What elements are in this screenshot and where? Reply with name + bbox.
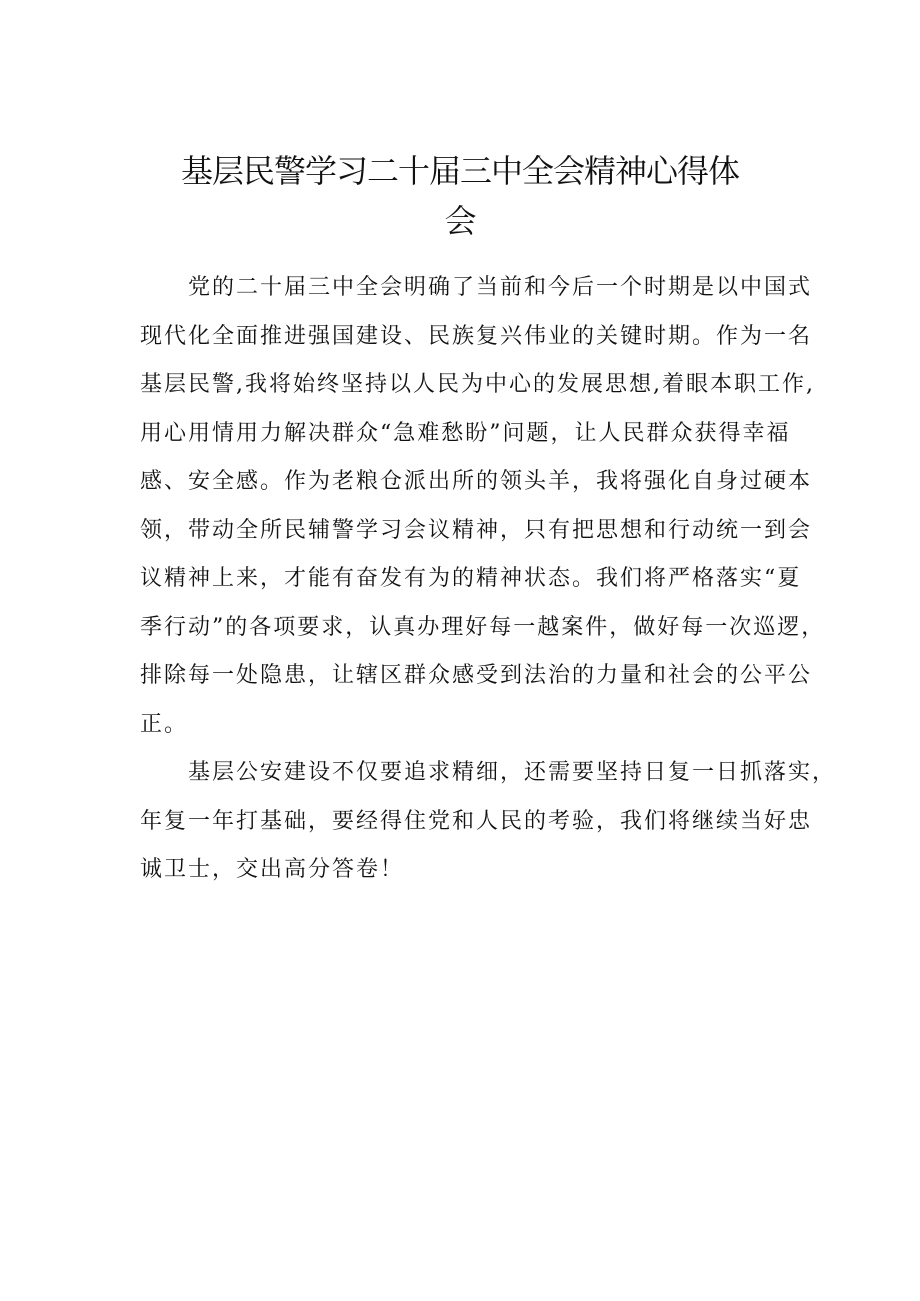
document-title [140,146,780,246]
paragraph-2 [140,749,837,895]
text-line: 诚卫士，交出高分答卷！ [140,857,405,882]
text-line: 基层公安建设不仅要追求精细，还需要坚持日复一日抓落实， [188,760,837,785]
text-line: 用心用情用力解决群众“急难愁盼”问题，让人民群众获得幸福 [140,420,791,446]
title-line: 基层民警学习二十届三中全会精神心得体 [180,152,739,190]
document-body [140,264,837,895]
paragraph-1 [140,264,826,749]
text-line: 季行动”的各项要求，认真办理好每一越案件，做好每一次巡逻， [140,614,826,640]
text-line: 领，带动全所民辅警学习会议精神，只有把思想和行动统一到会 [140,517,813,543]
text-line: 排除每一处隐患，让辖区群众感受到法治的力量和社会的公平公 [140,663,813,688]
title-line: 会 [444,202,476,240]
text-line: 感、安全感。作为老粮仓派出所的领头羊，我将强化自身过硬本 [140,469,813,494]
text-line: 正。 [140,711,189,737]
text-line: 现代化全面推进强国建设、民族复兴伟业的关键时期。作为一名 [140,323,813,349]
text-line: 年复一年打基础，要经得住党和人民的考验，我们将继续当好忠 [140,808,813,834]
text-line: 党的二十届三中全会明确了当前和今后一个时期是以中国式 [188,275,813,300]
text-line: 基层民警,我将始终坚持以人民为中心的发展思想,着眼本职工作, [140,372,815,397]
text-line: 议精神上来，才能有奋发有为的精神状态。我们将严格落实“夏 [140,566,802,591]
